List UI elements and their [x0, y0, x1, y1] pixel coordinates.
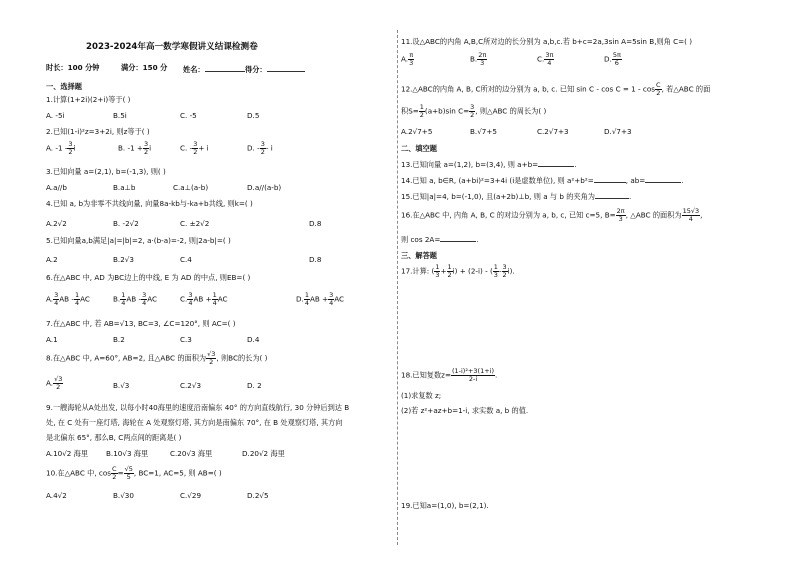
question-18: 18.已知复数z= $\frac{\text{(1-i)²+3(1+i)}}{2-i}$ .: [401, 367, 498, 383]
question-5: 5.已知向量a,b满足|a|=|b|=2, a·(b-a)=-2, 则|2a-b|=( ): [46, 236, 231, 245]
q9-option-c[interactable]: C.20√3 海里: [170, 449, 213, 458]
q7-option-d[interactable]: D.4: [247, 335, 260, 344]
q12-option-a[interactable]: A.2√7+5: [401, 127, 433, 136]
q3-option-b[interactable]: B.a⊥b: [113, 183, 136, 192]
q4-option-c[interactable]: C. ±2√2: [180, 219, 210, 228]
q10-option-b[interactable]: B.√30: [113, 491, 134, 500]
exam-title: 2023-2024年高一数学寒假讲义结课检测卷: [86, 42, 258, 52]
q12-option-d[interactable]: D.√7+3: [604, 127, 632, 136]
q12-option-b[interactable]: B.√7+5: [470, 127, 497, 136]
question-7: 7.在△ABC 中, 若 AB=√13, BC=3, ∠C=120°, 则 AC=( ): [46, 319, 236, 328]
q8-option-b[interactable]: B.√3: [113, 381, 130, 390]
section-fill: 二、填空题: [401, 144, 437, 153]
name-field[interactable]: [183, 63, 245, 74]
q9-option-b[interactable]: B.10√3 海里: [106, 449, 149, 458]
q14-blank-2[interactable]: [645, 174, 681, 183]
section-solve: 三、解答题: [401, 251, 437, 260]
question-13: 13.已知向量 a=(1,2), b=(3,4), 则 a+b= .: [401, 160, 577, 169]
name-label: 姓名：: [183, 65, 205, 74]
q11-option-d[interactable]: D. $\frac{5\pi}{6}$: [604, 51, 621, 67]
question-18-part-2: (2)若 z²+az+b=1-i, 求实数 a, b 的值.: [401, 406, 529, 415]
question-12-line-1: 12.△ABC的内角 A, B, C所对的边分别为 a, b, c. 已知 sin C - cos C = 1 - cos $\frac{C}{2}$ , 若△ABC 的面: [401, 81, 711, 97]
q15-blank[interactable]: [595, 190, 629, 199]
question-9-line-1: 9.一艘海轮从A处出发, 以每小时40海里的速度沿南偏东 40° 的方向直线航行, 30 分钟后到达 B: [46, 403, 350, 412]
question-12-line-2: 积S= $\frac{1}{2}$ (a+b)sin C= $\frac{3}{2}$ , 则△ABC 的周长为( ): [401, 103, 547, 119]
q2-option-c[interactable]: C. - $\frac{3}{2}$ + i: [180, 140, 209, 156]
question-4: 4.已知 a, b为非零不共线向量, 向量8a-kb与-ka+b共线, 则k=( ): [46, 199, 253, 208]
q7-option-c[interactable]: C.3: [180, 335, 192, 344]
q2-option-d[interactable]: D. - $\frac{3}{2}$ - i: [247, 140, 273, 156]
q6-option-c[interactable]: C. $\frac{3}{4}$ AB + $\frac{1}{4}$ AC: [180, 291, 228, 307]
question-6: 6.在△ABC 中, AD 为BC边上的中线, E 为 AD 的中点, 则EB=( ): [46, 273, 251, 282]
column-divider: [397, 30, 398, 545]
question-9-line-3: 是北偏东 65°, 那么B, C两点间的距离是( ): [46, 433, 182, 442]
q1-option-c[interactable]: C. -5: [180, 111, 197, 120]
q5-option-b[interactable]: B.2√3: [113, 255, 134, 264]
q10-option-c[interactable]: C.√29: [180, 491, 202, 500]
q3-option-d[interactable]: D.a//(a-b): [247, 183, 282, 192]
q6-option-d[interactable]: D. $\frac{1}{4}$ AB + $\frac{3}{4}$ AC: [296, 291, 345, 307]
got-label: 得分：: [245, 65, 267, 74]
question-3: 3.已知向量 a=(2,1), b=(-1,3), 则( ): [46, 167, 166, 176]
question-18-part-1: (1)求复数 z;: [401, 391, 442, 400]
question-14: 14.已知 a, b∈R, (a+bi)²=3+4i (i是虚数单位), 则 a²+b²= , ab= .: [401, 176, 684, 185]
question-15: 15.已知|a|=4, b=(-1,0), 且(a+2b)⊥b, 则 a 与 b 的夹角为 .: [401, 192, 632, 201]
q11-option-b[interactable]: B. $\frac{2\pi}{3}$: [470, 51, 487, 67]
q1-option-b[interactable]: B.5i: [113, 111, 127, 120]
q4-option-d[interactable]: D.8: [309, 219, 322, 228]
q8-option-d[interactable]: D. 2: [247, 381, 262, 390]
question-16: 16.在△ABC 中, 内角 A, B, C 的对边分别为 a, b, c, 已知 c=5, B= $\frac{2\pi}{3}$ , △ABC 的面积为 $\frac{15√3}{4}$ ,: [401, 207, 703, 223]
q6-option-a[interactable]: A. $\frac{3}{4}$ AB - $\frac{1}{4}$ AC: [46, 291, 90, 307]
q5-option-d[interactable]: D.8: [309, 255, 322, 264]
got-field[interactable]: [245, 63, 305, 74]
section-choice: 一、选择题: [46, 82, 82, 91]
q4-option-b[interactable]: B. -2√2: [113, 219, 139, 228]
q12-option-c[interactable]: C.2√7+3: [537, 127, 569, 136]
q9-option-d[interactable]: D.20√2 海里: [242, 449, 285, 458]
q11-option-c[interactable]: C. $\frac{3\pi}{4}$: [537, 51, 554, 67]
question-2: 2.已知(1-i)²z=3+2i, 则z等于( ): [46, 127, 150, 136]
question-11: 11.设△ABC的内角 A,B,C所对边的长分别为 a,b,c.若 b+c=2a,3sin A=5sin B,则角 C=( ): [401, 37, 693, 46]
q5-option-a[interactable]: A.2: [46, 255, 58, 264]
q3-option-c[interactable]: C.a⊥(a-b): [173, 183, 209, 192]
q2-option-b[interactable]: B. -1 + $\frac{3}{2}$ i: [118, 140, 152, 156]
q10-option-d[interactable]: D.2√5: [247, 491, 269, 500]
q2-option-a[interactable]: A. -1 - $\frac{3}{2}$ i: [46, 140, 76, 156]
q13-blank[interactable]: [538, 158, 574, 167]
question-17: 17.计算: ( $\frac{1}{3}$ + $\frac{1}{2}$ i) + (2-i) - ( $\frac{1}{3}$ - $\frac{3}{2}$ i).: [401, 263, 515, 279]
q11-option-a[interactable]: A. $\frac{\pi}{3}$: [401, 51, 414, 67]
score-label: 满分：150 分: [121, 63, 168, 72]
q1-option-a[interactable]: A. -5i: [46, 111, 65, 120]
question-8: 8.在△ABC 中, A=60°, AB=2, 且△ABC 的面积为 $\frac{√3}{2}$ , 则BC的长为( ): [46, 350, 268, 366]
q16-blank[interactable]: [440, 233, 476, 242]
q10-option-a[interactable]: A.4√2: [46, 491, 67, 500]
q5-option-c[interactable]: C.4: [180, 255, 192, 264]
q8-option-a[interactable]: A. $\frac{√3}{2}$: [46, 375, 63, 391]
question-9-line-2: 处, 在 C 处有一座灯塔, 海轮在 A 处观察灯塔, 其方向是南偏东 70°, 在 B 处观察灯塔, 其方向: [46, 418, 343, 427]
question-19: 19.已知a=(1,0), b=(2,1).: [401, 501, 489, 510]
question-10: 10.在△ABC 中, cos $\frac{C}{2}$ = $\frac{√5}{5}$ , BC=1, AC=5, 则 AB=( ): [46, 465, 222, 481]
q1-option-d[interactable]: D.5: [247, 111, 260, 120]
question-16-line-2: 则 cos 2A= .: [401, 235, 479, 244]
q8-option-c[interactable]: C.2√3: [180, 381, 202, 390]
q6-option-b[interactable]: B. $\frac{1}{4}$ AB - $\frac{3}{4}$ AC: [113, 291, 158, 307]
got-blank[interactable]: [267, 63, 305, 72]
q9-option-a[interactable]: A.10√2 海里: [46, 449, 89, 458]
name-blank[interactable]: [205, 63, 245, 72]
q4-option-a[interactable]: A.2√2: [46, 219, 67, 228]
q14-blank-1[interactable]: [594, 174, 626, 183]
q7-option-a[interactable]: A.1: [46, 335, 58, 344]
q7-option-b[interactable]: B.2: [113, 335, 125, 344]
question-1: 1.计算(1+2i)(2+i)等于( ): [46, 95, 131, 104]
q3-option-a[interactable]: A.a//b: [46, 183, 67, 192]
duration-label: 时长：100 分钟: [46, 63, 100, 72]
